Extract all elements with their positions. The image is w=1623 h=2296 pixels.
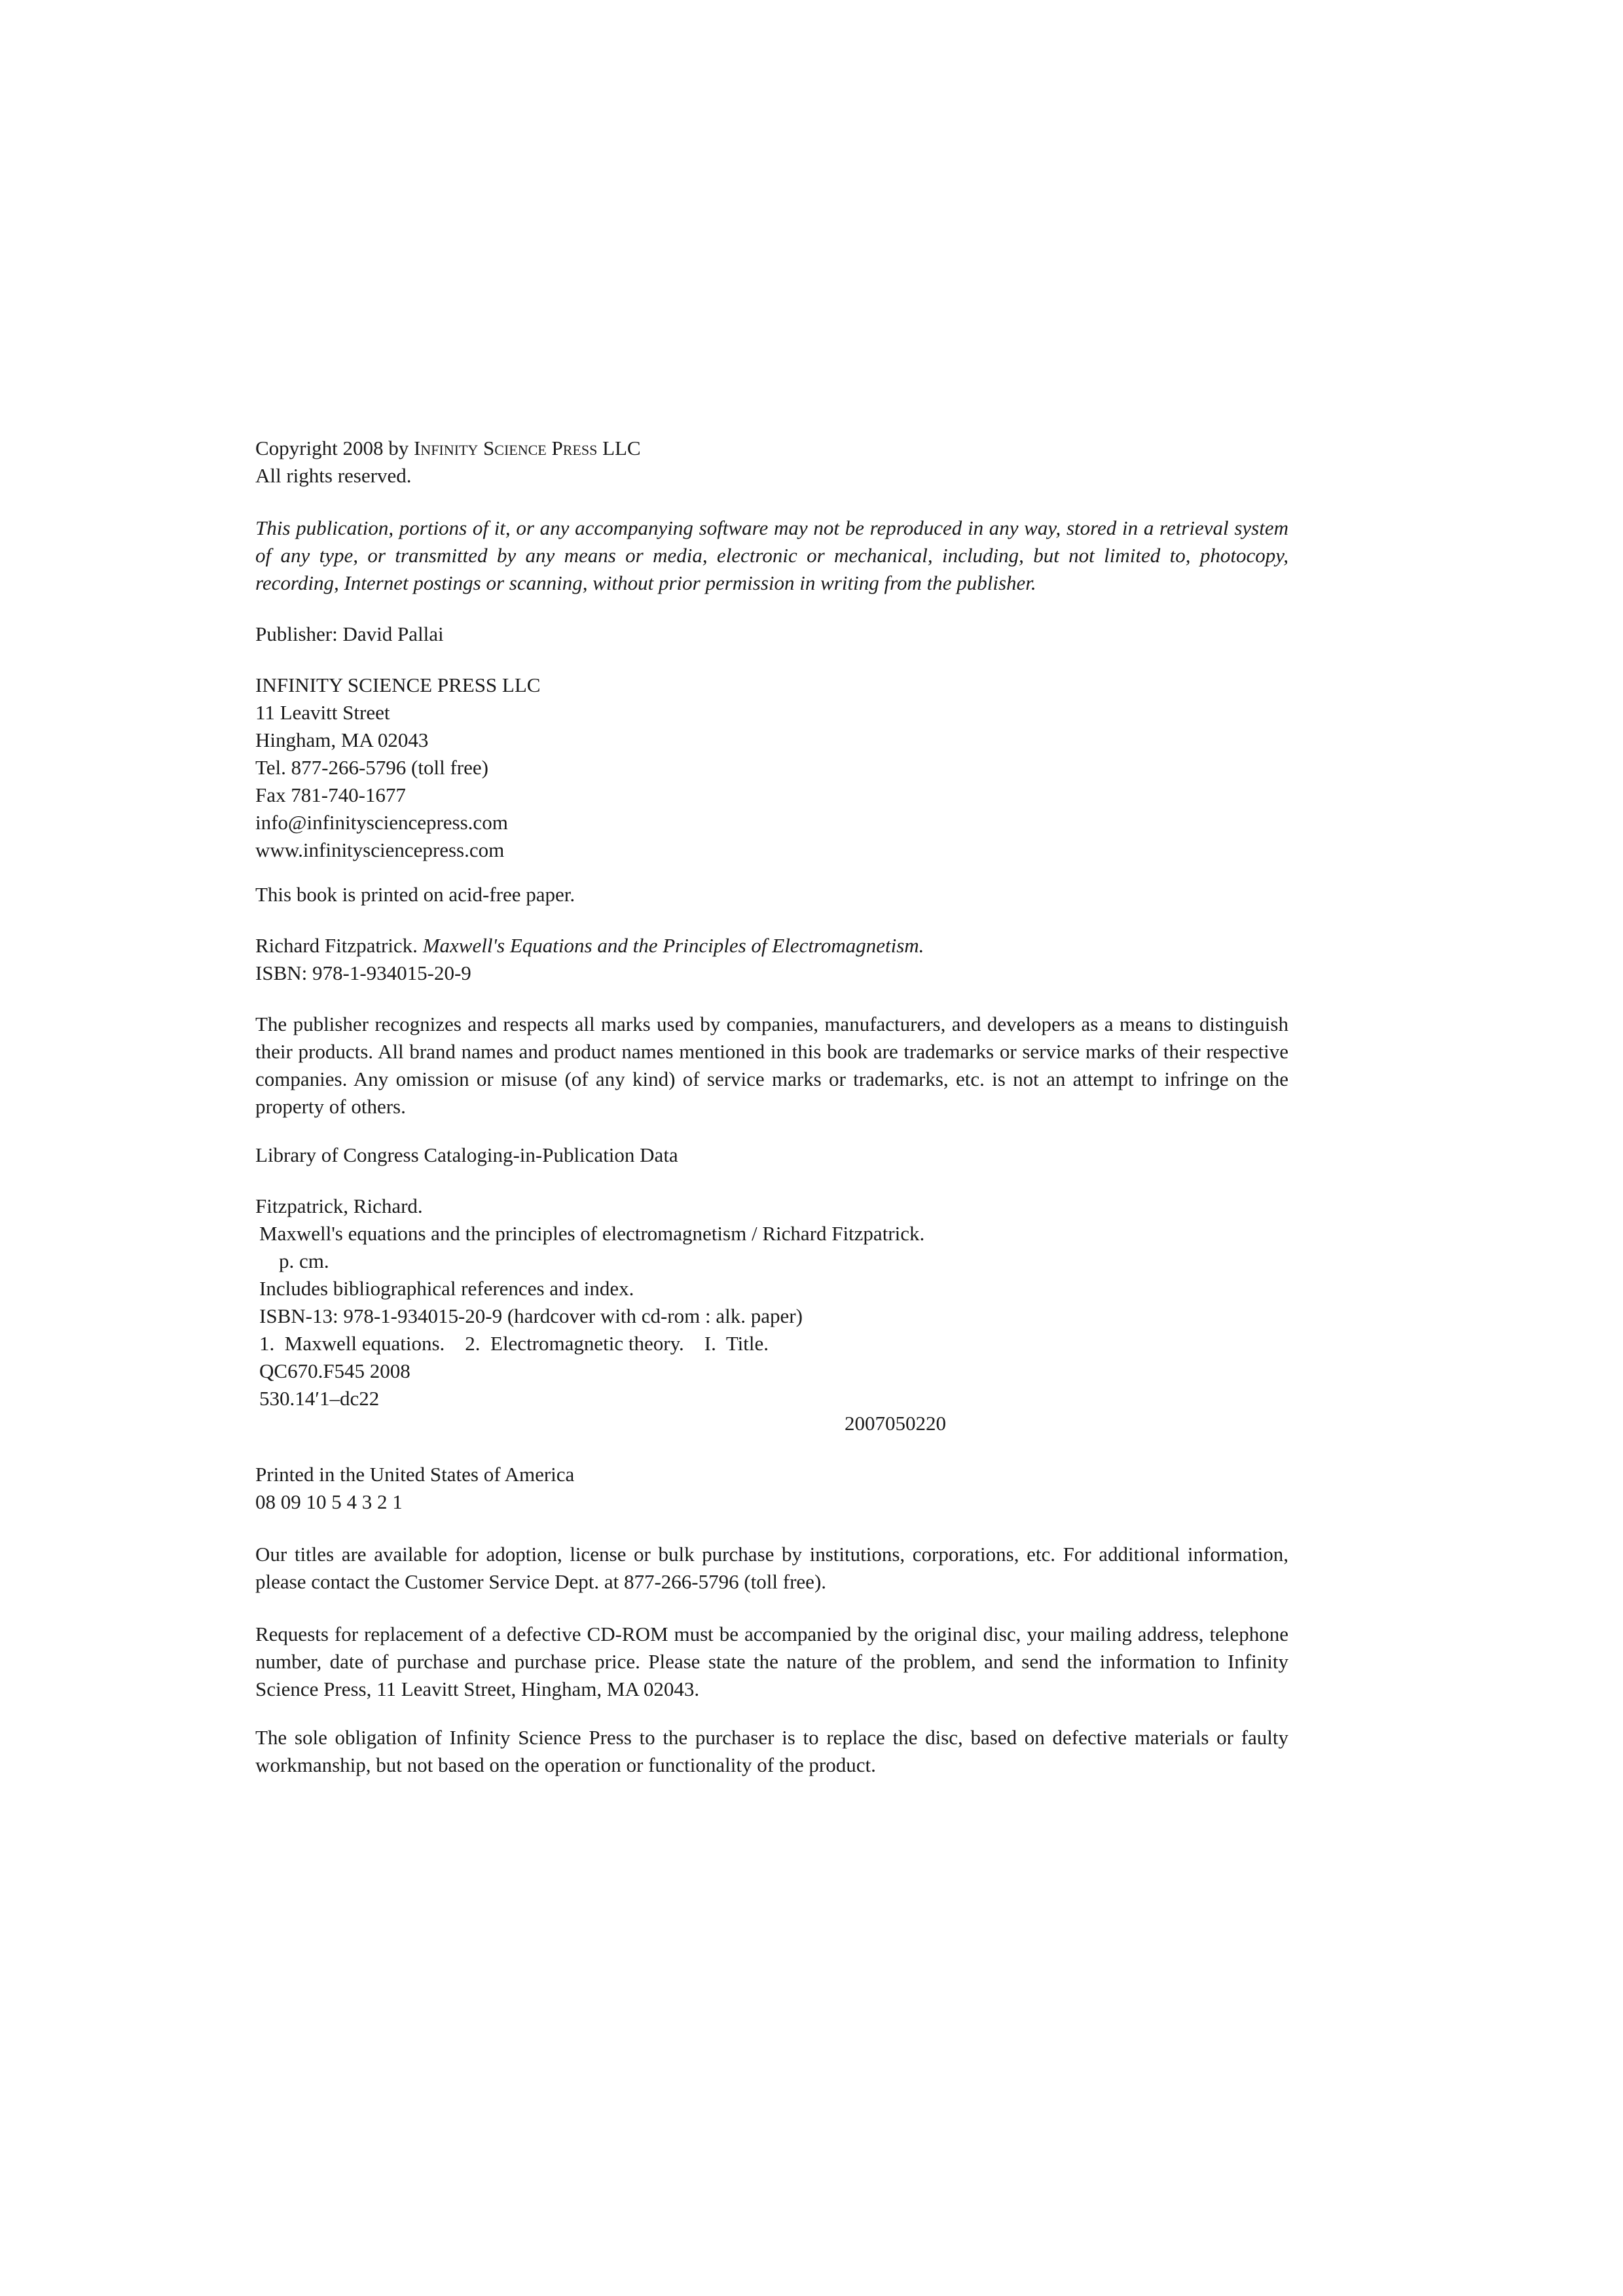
cdrom-replacement-notice: Requests for replacement of a defective CD-ROM must be accompanied by the original disc, your mailing address, telephone number, date of purchase and purchase price. Please state the nature of the problem, and send the information to Infinity Science Press, 11 Leavitt Street, Hingham, MA 02043.: [255, 1623, 1288, 1700]
trademark-notice: The publisher recognizes and respects all marks used by companies, manufacturers, and developers as a means to distinguish their products. All brand names and product names mentioned in this book are trademarks or service marks of their respective companies. Any omission or misuse (of any kind) of service marks or trademarks, etc. is not an attempt to infringe on the property of others.: [255, 1013, 1288, 1118]
cip-author: Fitzpatrick, Richard.: [255, 1194, 423, 1217]
obligation-notice: The sole obligation of Infinity Science Press to the purchaser is to replace the disc, based on defective materials or faulty workmanship, but not based on the operation or functionality of the product.: [255, 1726, 1288, 1776]
book-title: Maxwell's Equations and the Principles of Electromagnetism.: [422, 934, 924, 957]
library-of-congress-heading: Library of Congress Cataloging-in-Publication Data: [255, 1143, 678, 1166]
fax: Fax 781-740-1677: [255, 783, 406, 806]
cip-isbn13: ISBN-13: 978-1-934015-20-9 (hardcover with cd-rom : alk. paper): [259, 1304, 803, 1327]
email-address: info@infinitysciencepress.com: [255, 811, 508, 834]
book-author: Richard Fitzpatrick.: [255, 934, 423, 957]
publisher-address: [255, 672, 1288, 864]
cataloging-in-publication-data: [255, 1193, 1288, 1412]
rights-notice: This publication, portions of it, or any accompanying software may not be reproduced in any way, stored in a retrieval system of any type, or transmitted by any means or media, electronic or mechanical, including, but not limited to, photocopy, recording, Internet postings or scanning, without prior permission in writing from the publisher.: [255, 516, 1288, 594]
copyright-prefix: Copyright 2008 by: [255, 437, 414, 459]
cip-ddc: 530.14′1–dc22: [259, 1387, 380, 1410]
printed-in-country: Printed in the United States of America: [255, 1463, 575, 1486]
copyright-line: [255, 435, 1288, 462]
city-state-zip: Hingham, MA 02043: [255, 728, 429, 751]
company-name: INFINITY SCIENCE PRESS LLC: [255, 673, 541, 696]
cip-pages: p. cm.: [279, 1249, 329, 1272]
book-credit: [255, 932, 1288, 987]
telephone: Tel. 877-266-5796 (toll free): [255, 756, 488, 779]
cip-subjects: 1. Maxwell equations. 2. Electromagnetic theory. I. Title.: [259, 1332, 769, 1355]
website: www.infinitysciencepress.com: [255, 838, 505, 861]
book-isbn: ISBN: 978-1-934015-20-9: [255, 961, 471, 984]
publisher-line: Publisher: David Pallai: [255, 622, 444, 645]
street-address: 11 Leavitt Street: [255, 701, 390, 724]
author-title-line: [255, 932, 1288, 960]
titles-availability-notice: Our titles are available for adoption, license or bulk purchase by institutions, corporations, etc. For additional information, please contact the Customer Service Dept. at 877-266-5796 (toll free).: [255, 1543, 1288, 1593]
cip-includes: Includes bibliographical references and index.: [259, 1277, 634, 1300]
copyright-statement: [255, 435, 1288, 490]
printing-info: [255, 1461, 1288, 1516]
publisher-name-smallcaps: Infinity Science Press: [413, 437, 598, 459]
cip-title: Maxwell's equations and the principles of electromagnetism / Richard Fitzpatrick.: [259, 1222, 925, 1245]
lccn-control-number: 2007050220: [845, 1412, 946, 1435]
copyright-suffix: LLC: [597, 437, 641, 459]
acid-free-paper-note: This book is printed on acid-free paper.: [255, 883, 575, 906]
cip-lcc: QC670.F545 2008: [259, 1359, 410, 1382]
all-rights-reserved: All rights reserved.: [255, 464, 412, 487]
printing-numbers: 08 09 10 5 4 3 2 1: [255, 1490, 403, 1513]
